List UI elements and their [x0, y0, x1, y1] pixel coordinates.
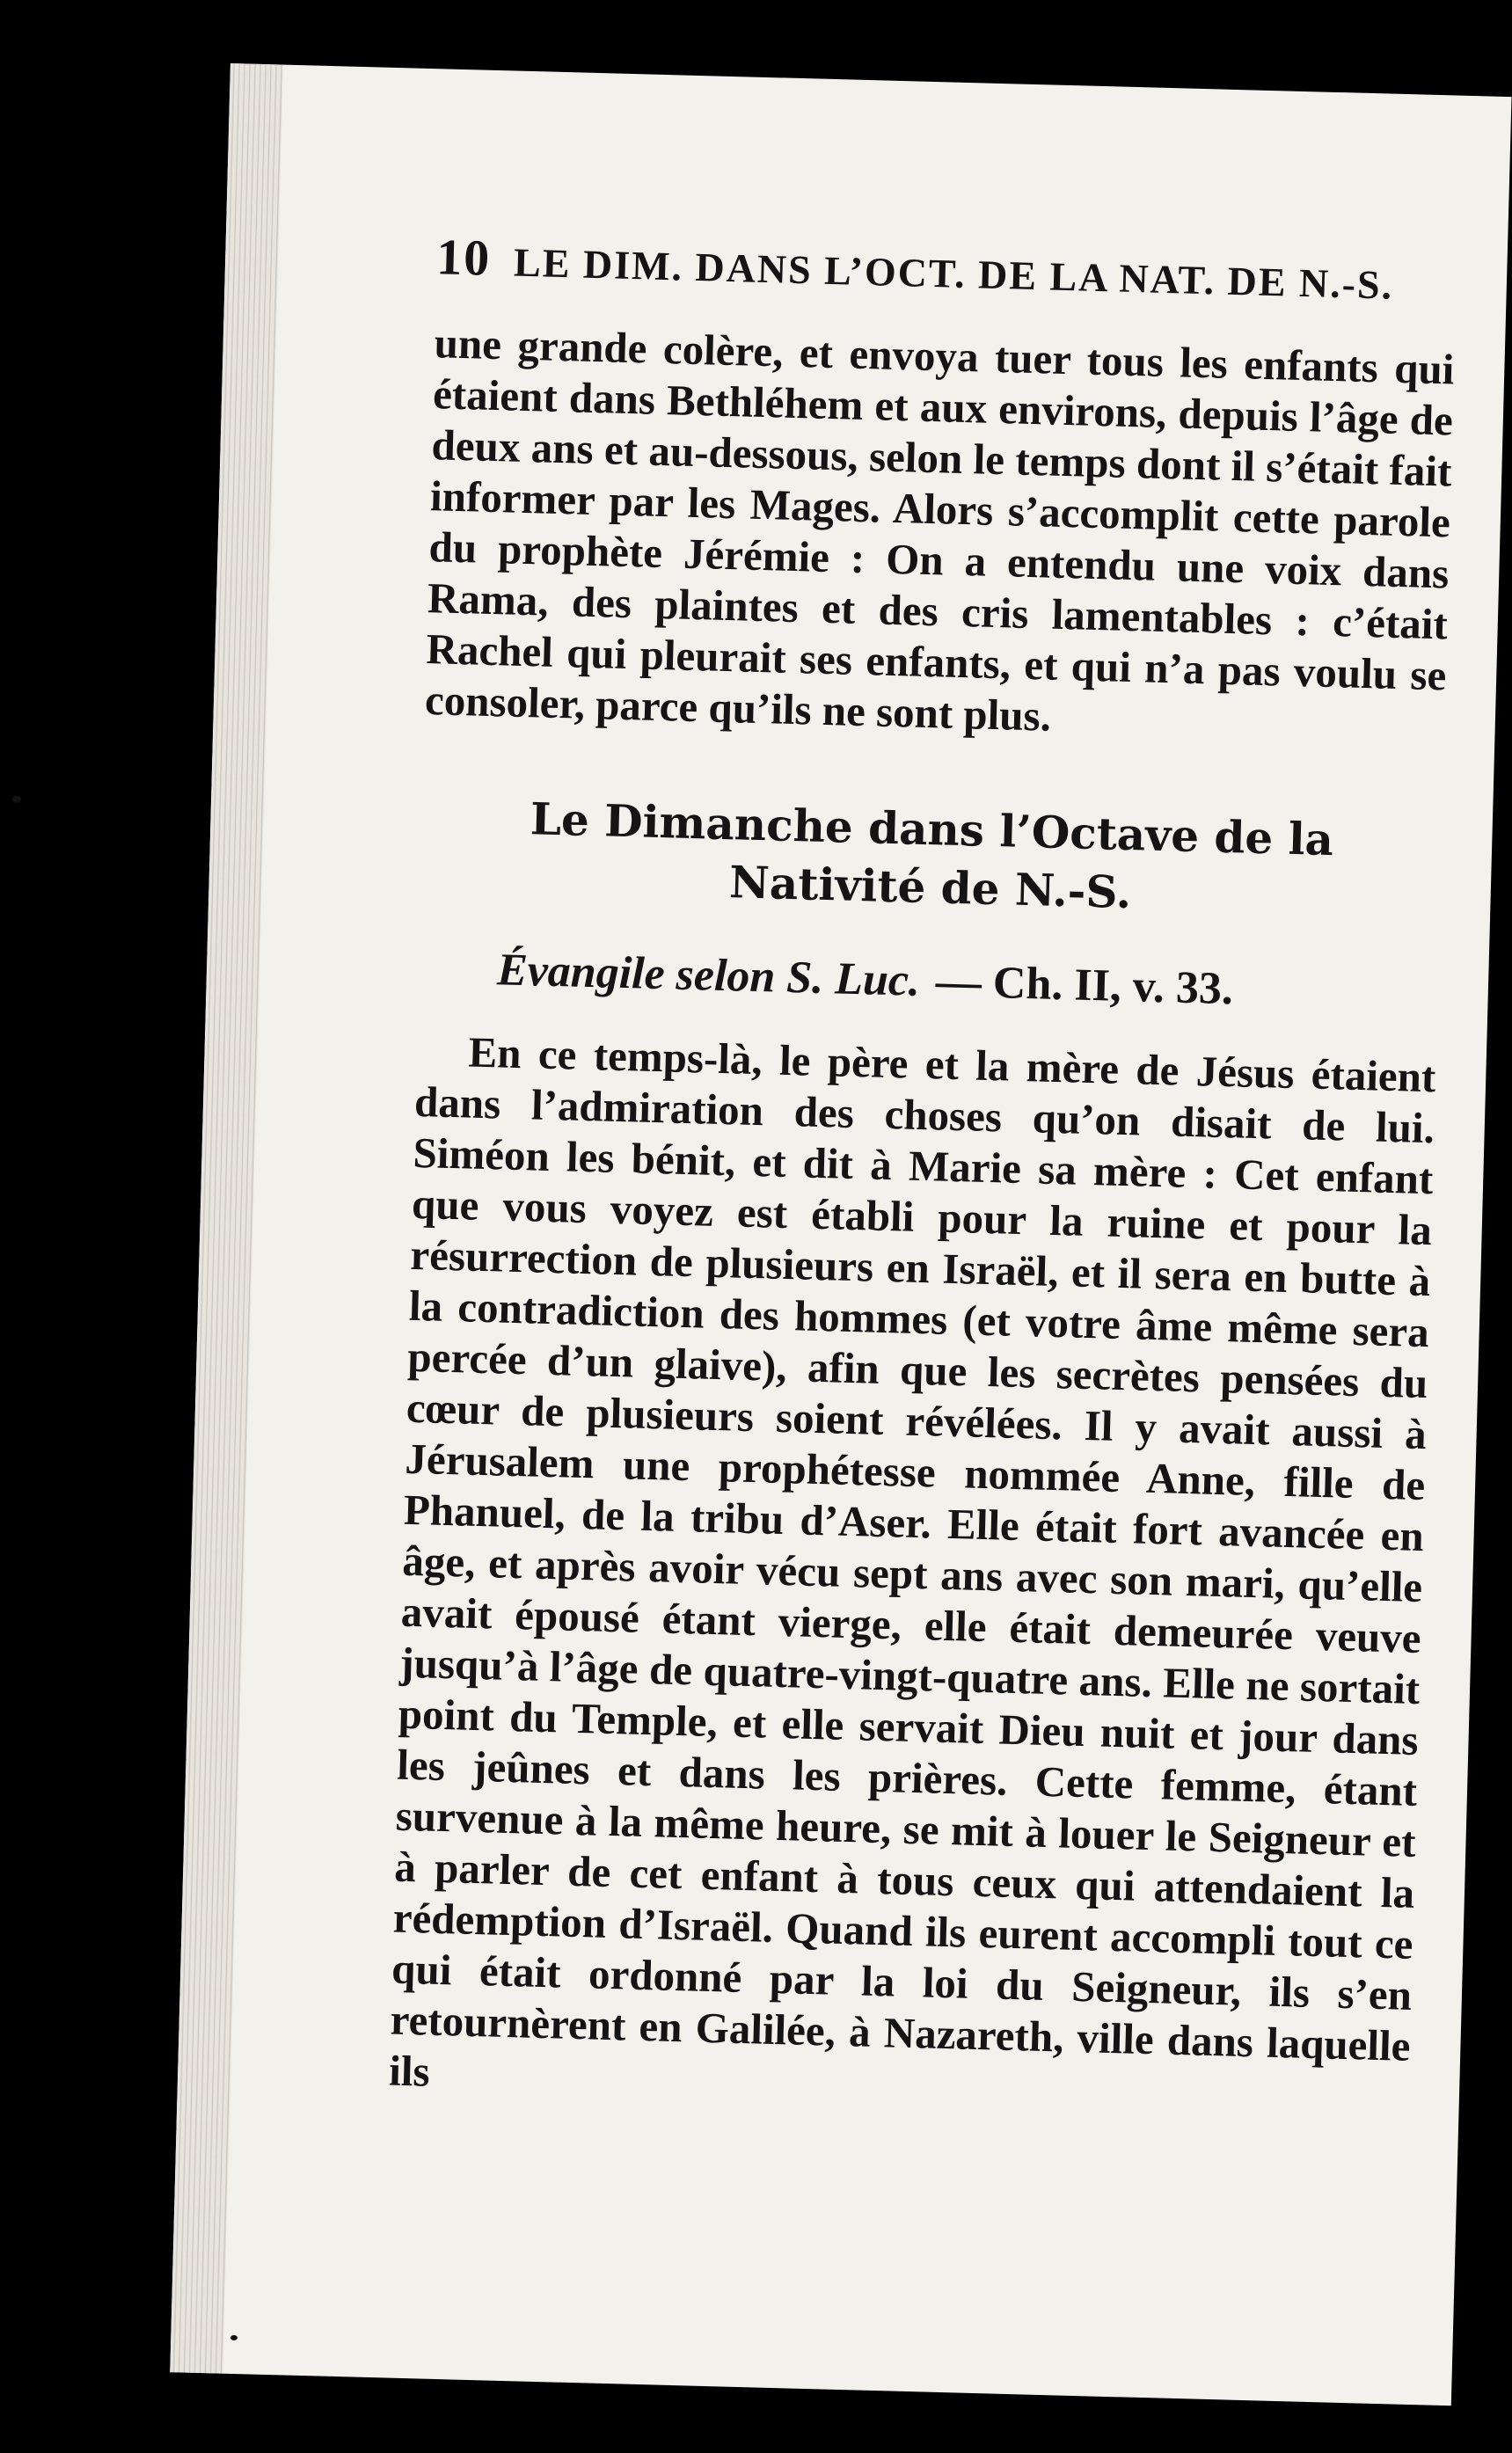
book-page	[170, 63, 1511, 2406]
chapter-reference: — Ch. II, v. 33.	[935, 956, 1234, 1015]
running-head	[435, 227, 1457, 312]
continuation-paragraph: une grande colère, et envoya tuer tous les enfants qui étaient dans Bethléhem et aux environs, depuis l’âge de deux ans et au-dessous, selon le temps dont il s’était fait informer par les Mages. Alors s’accomplit cette parole du prophète Jérémie : On a entendu une voix dans Rama, des plaintes et des cris lamentables : c’était Rachel qui pleurait ses enfants, et qui n’a pas voulu se consoler, parce qu’ils ne sont plus.	[424, 318, 1456, 741]
section-heading-line-1: Le Dimanche dans l’Octave de la	[530, 792, 1334, 866]
page-content	[389, 227, 1457, 2123]
scan-speck	[230, 2335, 237, 2340]
page-edge	[170, 63, 283, 2374]
section-heading	[420, 787, 1443, 930]
gospel-source: Évangile selon S. Luc.	[496, 945, 921, 1006]
page-number: 10	[435, 228, 493, 287]
scan-speck	[12, 796, 21, 803]
gospel-paragraph: En ce temps-là, le père et la mère de Jésus étaient dans l’admiration des choses qu’on disait de lui. Siméon les bénit, et dit à Marie sa mère : Cet enfant que vous voyez est établi pour la ruine et pour la résurrection de plusieurs en Israël, et il sera en butte à la contradiction des hommes (et votre âme même sera percée d’un glaive), afin que les secrètes pensées du cœur de plusieurs soient révélées. Il y avait aussi à Jérusalem une prophétesse nommée Anne, fille de Phanuel, de la tribu d’Aser. Elle était fort avancée en âge, et après avoir vécu sept ans avec son mari, qu’elle avait épousé étant vierge, elle était demeurée veuve jusqu’à l’âge de quatre-vingt-quatre ans. Elle ne sortait point du Temple, et elle servait Dieu nuit et jour dans les jeûnes et dans les prières. Cette femme, étant survenue à la même heure, se mit à louer le Seigneur et à parler de cet enfant à tous ceux qui attendaient la rédemption d’Israël. Quand ils eurent accompli tout ce qui était ordonné par la loi du Seigneur, ils s’en retournèrent en Galilée, à Nazareth, ville dans laquelle ils	[388, 1027, 1437, 2096]
section-heading-line-2: Nativité de N.-S.	[728, 856, 1133, 919]
running-head-title: LE DIM. DANS L’OCT. DE LA NAT. DE N.-S.	[513, 239, 1394, 308]
gospel-reference	[496, 944, 1438, 1020]
